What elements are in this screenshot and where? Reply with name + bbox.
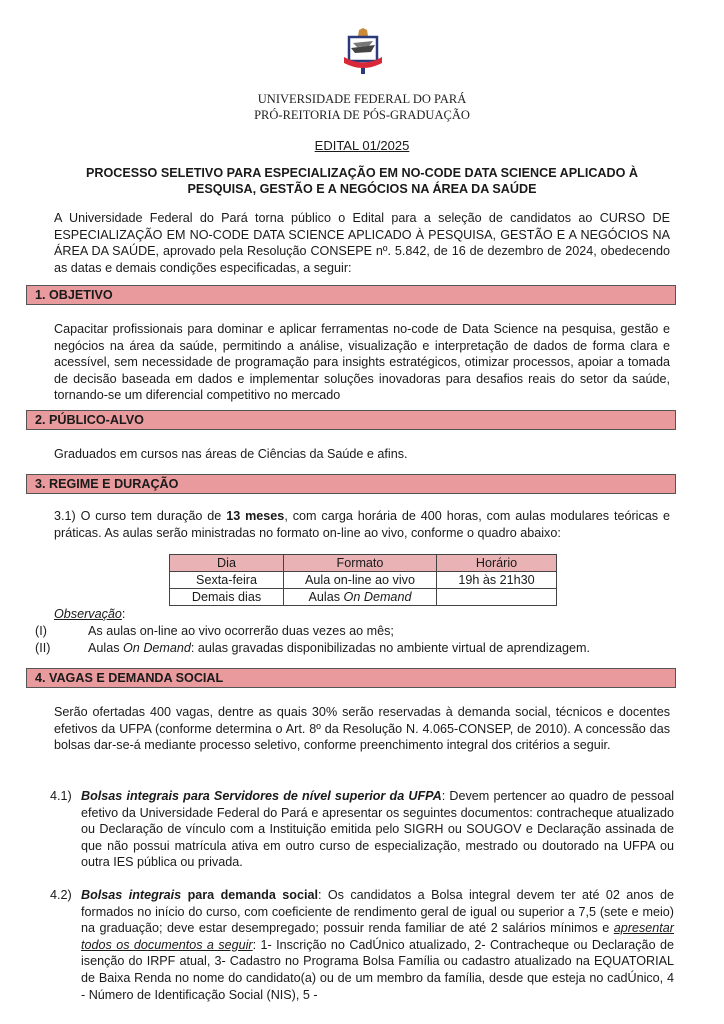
table-header: Formato: [284, 555, 437, 572]
table-header: Dia: [170, 555, 284, 572]
table-cell: [437, 589, 557, 606]
list-item-4-1: 4.1) Bolsas integrais para Servidores de nível superior da UFPA: Devem pertencer ao quadro de pessoal efetivo da Universidade Federal do Pará e apresentar os seguintes documentos: contracheque atualizado ou Declaração de vínculo com a Instituição emitida pelo SIGRH ou SOUGOV e Declaração assinada de que não possui matrícula ativa em outro curso de especialização, mestrado ou doutorado na UFPA ou outra IES pública ou privada.: [50, 789, 674, 870]
table-cell: Aula on-line ao vivo: [284, 572, 437, 589]
observation-label: Observação:: [54, 607, 126, 621]
section-heading-publico-alvo: 2. PÚBLICO-ALVO: [26, 410, 676, 430]
section-heading-objetivo: 1. OBJETIVO: [26, 285, 676, 305]
title-line-2: PESQUISA, GESTÃO E A NEGÓCIOS NA ÁREA DA SAÚDE: [187, 182, 537, 196]
table-cell: 19h às 21h30: [437, 572, 557, 589]
publico-alvo-paragraph: Graduados em cursos nas áreas de Ciências da Saúde e afins.: [54, 447, 408, 461]
table-header: Horário: [437, 555, 557, 572]
table-cell: Aulas On Demand: [284, 589, 437, 606]
table-row: [170, 572, 557, 589]
vagas-paragraph: Serão ofertadas 400 vagas, dentre as quais 30% serão reservadas à demanda social, técnicos e docentes efetivos da UFPA (conforme determina o Art. 8º da Resolução N. 4.065-CONSEP, de 2010). A concessão das bolsas dar-se-á mediante processo seletivo, conforme preenchimento integral dos critérios a seguir.: [54, 705, 670, 753]
ufpa-coat-of-arms-icon: [341, 28, 385, 74]
section-heading-regime: 3. REGIME E DURAÇÃO: [26, 474, 676, 494]
table-row: [170, 589, 557, 606]
regime-paragraph: 3.1) O curso tem duração de 13 meses, com carga horária de 400 horas, com aulas modulares teóricas e práticas. As aulas serão ministradas no formato on-line ao vivo, conforme o quadro abaixo:: [54, 509, 670, 540]
edital-number: EDITAL 01/2025: [314, 138, 410, 153]
list-item-4-2: 4.2) Bolsas integrais para demanda social: Os candidatos a Bolsa integral devem ter até 02 anos de formados no início do curso, com coeficiente de rendimento geral de igual ou superior a 7,5 (sete e meio) na graduação; deve estar desempregado; possuir renda familiar de até 2 salários mínimos e apresentar todos os documentos a seguir: 1- Inscrição no CadÚnico atualizado, 2- Contracheque ou Declaração de isenção do IRPF atual, 3- Cadastro no Programa Bolsa Família ou cadastro atualizado na EQUATORIAL de Baixa Renda no nome do candidato(a) ou de um membro da família, desde que esteja no cadÚnico, 4 - Número de Identificação Social (NIS), 5 -: [50, 888, 674, 1002]
table-cell: Demais dias: [170, 589, 284, 606]
duration-bold: 13 meses: [226, 509, 285, 523]
document-page: UNIVERSIDADE FEDERAL DO PARÁ PRÓ-REITORIA DE PÓS-GRADUAÇÃO EDITAL 01/2025 PROCESSO SELETIVO PARA ESPECIALIZAÇÃO EM NO-CODE DATA SCIENCE APLICADO À PESQUISA, GESTÃO E A NEGÓCIOS NA ÁREA DA SAÚDE A Universidade Federal do Pará torna público o Edital para a seleção de candidatos ao CURSO DE ESPECIALIZAÇÃO EM NO-CODE DATA SCIENCE APLICADO À PESQUISA, GESTÃO E A NEGÓCIOS NA ÁREA DA SAÚDE, aprovado pela Resolução CONSEPE nº. 5.842, de 16 de dezembro de 2024, obedecendo as datas e demais condições especificadas, a seguir: 1. OBJETIVO Capacitar profissionais para dominar e aplicar ferramentas no-code de Data Science na pesquisa, gestão e negócios na área da saúde, permitindo a análise, visualização e interpretação de dados de forma clara e acessível, sem necessidade de programação para insights estratégicos, otimizar processos, apoiar a tomada de decisão baseada em dados e implementar soluções inovadoras para desafios reais do setor da saúde, tornando-se um diferencial competitivo no mercado 2. PÚBLICO-ALVO Graduados em cursos nas áreas de Ciências da Saúde e afins. 3. REGIME E DURAÇÃO 3.1) O curso tem duração de 13 meses, com carga horária de 400 horas, com aulas modulares teóricas e práticas. As aulas serão ministradas no formato on-line ao vivo, conforme o quadro abaixo: Dia Formato Horário Sexta-feira Aula on-line ao vivo 19h às 21h30 Demais dias Aulas On Demand Observação: (I) As aulas on-line ao vivo ocorrerão duas vezes ao mês; (II) Aulas On Demand: aulas gravadas disponibilizadas no ambiente virtual de aprendizagem. 4. VAGAS E DEMANDA SOCIAL Serão ofertadas 400 vagas, dentre as quais 30% serão reservadas à demanda social, técnicos e docentes efetivos da UFPA (conforme determina o Art. 8º da Resolução N. 4.065-CONSEP, de 2010). A concessão das bolsas dar-se-á mediante processo seletivo, conforme preenchimento integral dos critérios a seguir. 4.1) Bolsas integrais para Servidores de nível superior da UFPA: Devem pertencer ao quadro de pessoal efetivo da Universidade Federal do Pará e apresentar os seguintes documentos: contracheque atualizado ou Declaração de vínculo com a Instituição emitida pelo SIGRH ou SOUGOV e Declaração assinada de que não possui matrícula ativa em outro curso de especialização, mestrado ou doutorado na UFPA ou outra IES pública ou privada. 4.2) Bolsas integrais para demanda social: Os candidatos a Bolsa integral devem ter até 02 anos de formados no início do curso, com coeficiente de rendimento geral de igual ou superior a 7,5 (sete e meio) na graduação; deve estar desempregado; possuir renda familiar de até 2 salários mínimos e apresentar todos os documentos a seguir: 1- Inscrição no CadÚnico atualizado, 2- Contracheque ou Declaração de isenção do IRPF atual, 3- Cadastro no Programa Bolsa Família ou cadastro atualizado na EQUATORIAL de Baixa Renda no nome do candidato(a) ou de um membro da família, desde que esteja no cadÚnico, 4 - Número de Identificação Social (NIS), 5 -: [0, 0, 724, 1024]
objetivo-paragraph: Capacitar profissionais para dominar e aplicar ferramentas no-code de Data Science na pesquisa, gestão e negócios na área da saúde, permitindo a análise, visualização e interpretação de dados de forma clara e acessível, sem necessidade de programação para insights estratégicos, otimizar processos, apoiar a tomada de decisão baseada em dados e implementar soluções inovadoras para desafios reais do setor da saúde, tornando-se um diferencial competitivo no mercado: [54, 322, 670, 403]
table-cell: Sexta-feira: [170, 572, 284, 589]
intro-paragraph: A Universidade Federal do Pará torna público o Edital para a seleção de candidatos ao CURSO DE ESPECIALIZAÇÃO EM NO-CODE DATA SCIENCE APLICADO À PESQUISA, GESTÃO E A NEGÓCIOS NA ÁREA DA SAÚDE, aprovado pela Resolução CONSEPE nº. 5.842, de 16 de dezembro de 2024, obedecendo as datas e demais condições especificadas, a seguir:: [54, 211, 670, 275]
department-name: PRÓ-REITORIA DE PÓS-GRADUAÇÃO: [254, 108, 470, 122]
schedule-table: [169, 554, 557, 606]
section-heading-vagas: 4. VAGAS E DEMANDA SOCIAL: [26, 668, 676, 688]
table-header-row: [170, 555, 557, 572]
document-title: [40, 165, 684, 197]
title-line-1: PROCESSO SELETIVO PARA ESPECIALIZAÇÃO EM NO-CODE DATA SCIENCE APLICADO À: [85, 166, 639, 180]
university-name: UNIVERSIDADE FEDERAL DO PARÁ: [257, 92, 467, 106]
